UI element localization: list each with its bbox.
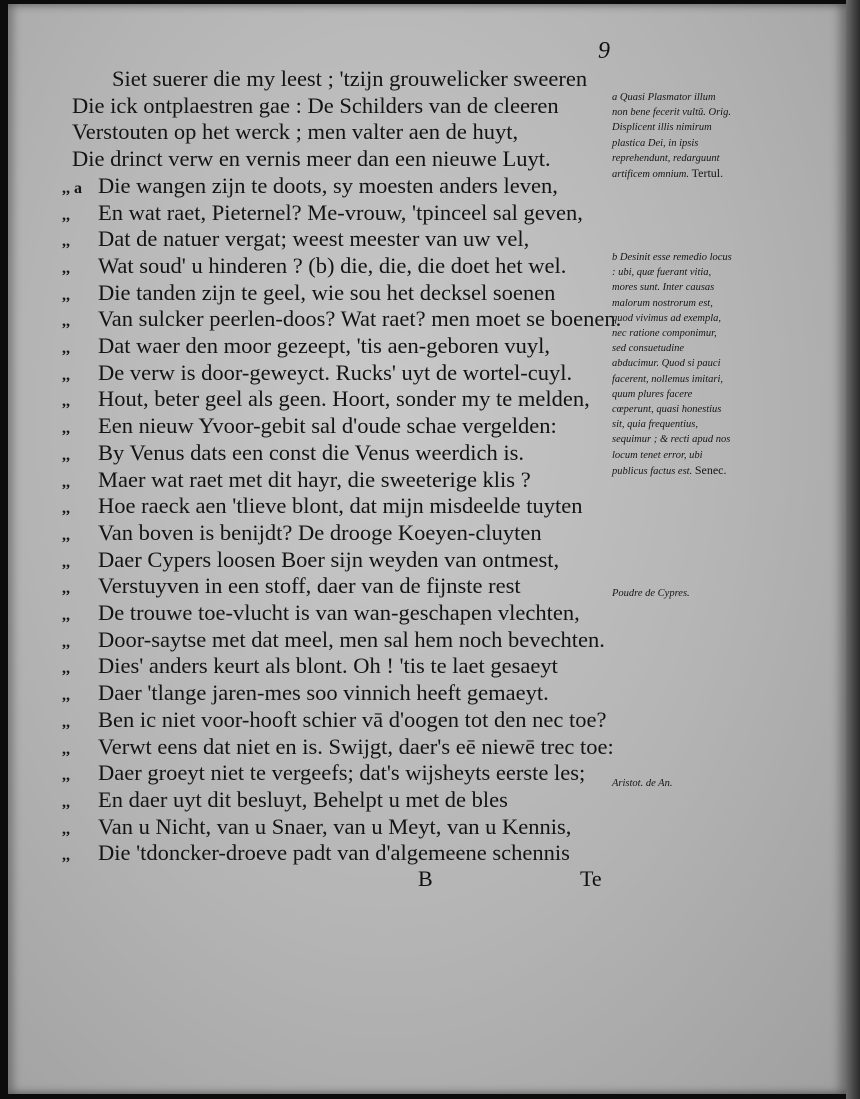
margin-note-a-text: a Quasi Plasmator illum non bene fecerit vultū. Orig. Displicent illis nimirum plastica Dei, in ipsis reprehendunt, redarguunt artificem omnium. <box>612 92 731 181</box>
quote-mark: ,, <box>62 500 70 518</box>
poem-line-text: By Venus dats een const die Venus weerdich is. <box>98 439 524 465</box>
poem-line <box>62 413 557 439</box>
quote-mark: ,, <box>62 793 70 811</box>
poem-line-text: Verwt eens dat niet en is. Swijgt, daer's eē niewē trec toe: <box>98 733 614 759</box>
poem-line <box>62 840 570 866</box>
signature-mark: B <box>418 866 433 891</box>
margin-note-a <box>612 90 732 182</box>
quote-mark: ,, <box>62 366 70 384</box>
poem-line-text: Die wangen zijn te doots, sy moesten anders leven, <box>98 172 558 198</box>
poem-line <box>62 200 583 226</box>
poem-line <box>62 173 558 199</box>
poem-line <box>62 627 605 653</box>
margin-note-cypres: Poudre de Cypres. <box>612 588 690 599</box>
poem-line <box>62 547 559 573</box>
poem-line-text: Hoe raeck aen 'tlieve blont, dat mijn misdeelde tuyten <box>98 493 583 519</box>
quote-mark: ,, <box>62 740 70 758</box>
poem-line-text: Daer Cypers loosen Boer sijn weyden van ontmest, <box>98 546 560 572</box>
poem-line <box>62 734 614 760</box>
poem-line-text: Dat waer den moor gezeept, 'tis aen-geboren vuyl, <box>98 333 550 358</box>
poem-line-text: Van sulcker peerlen-doos? Wat raet? men moet se boenen. <box>98 306 622 332</box>
poem-line-text: Verstuyven in een stoff, daer van de fijnste rest <box>98 573 521 599</box>
quote-mark: ,, <box>62 580 70 598</box>
page-edge <box>846 0 860 1099</box>
quote-mark: ,, <box>62 687 70 705</box>
margin-note-b-author: Senec. <box>694 462 727 477</box>
poem-line <box>72 119 518 145</box>
margin-note-b-text: b Desinit esse remedio locus : ubi, quæ fuerant vitia, mores sunt. Inter causas malorum nostrorum est, quod vivimus ad exempla, nec ratione componimur, sed consuetudine abducimur. Quod si pauci facerent, nollemus imitari, quum plures facere cœperunt, quasi honestius sit, quia frequentius, sequimur ; & recti apud nos locum tenet error, ubi publicus factus est. <box>612 252 732 477</box>
quote-mark: ,, <box>62 393 70 411</box>
poem-line-text: Dat de natuer vergat; weest meester van uw vel, <box>98 226 530 252</box>
quote-mark: ,, <box>62 473 70 491</box>
poem-line <box>62 653 558 679</box>
quote-mark: ,, <box>62 420 70 438</box>
poem-line-text: Van boven is benijdt? De drooge Koeyen-cluyten <box>98 519 542 545</box>
poem-line-text: Siet suerer die my leest ; 'tzijn grouwelicker sweeren <box>112 66 588 91</box>
quote-mark: ,, <box>62 340 70 357</box>
poem-line <box>112 66 587 92</box>
poem-line-text: Van u Nicht, van u Snaer, van u Meyt, van u Kennis, <box>98 813 572 839</box>
poem-line <box>62 493 583 519</box>
quote-mark: ,, <box>62 607 70 624</box>
margin-note-aristot: Aristot. de An. <box>612 778 673 789</box>
quote-mark: ,, <box>62 526 70 544</box>
poem-line-text: Die tanden zijn te geel, wie sou het decksel soenen <box>98 279 556 305</box>
page-number: 9 <box>598 38 610 64</box>
quote-mark: ,, <box>62 553 70 571</box>
poem-line <box>62 467 531 493</box>
poem-line-text: Die 'tdoncker-droeve padt van d'algemeene schennis <box>98 840 570 866</box>
poem-line <box>62 440 524 466</box>
poem-line <box>62 707 606 733</box>
poem-line-text: Die ick ontplaestren gae : De Schilders van de cleeren <box>72 92 559 118</box>
poem-line-text: En wat raet, Pieternel? Me-vrouw, 'tpinceel sal geven, <box>98 199 583 225</box>
poem-line <box>62 360 572 386</box>
poem-line <box>62 253 566 279</box>
poem-line-text: Hout, beter geel als geen. Hoort, sonder my te melden, <box>98 386 590 412</box>
poem-line <box>62 814 571 840</box>
catchword: Te <box>580 866 602 891</box>
poem-line-text: Die drinct verw en vernis meer dan een nieuwe Luyt. <box>72 146 551 172</box>
quote-mark: ,, <box>62 633 70 651</box>
quote-mark: ,, <box>62 847 70 865</box>
quote-mark: ,, <box>62 313 70 331</box>
quote-mark: ,, <box>62 259 70 277</box>
quote-mark: ,, <box>62 446 70 464</box>
quote-mark: ,, <box>62 820 70 838</box>
poem-line-text: En daer uyt dit besluyt, Behelpt u met de bles <box>98 786 508 812</box>
poem-line <box>62 280 555 306</box>
poem-line-text: Daer 'tlange jaren-mes soo vinnich heeft gemaeyt. <box>98 680 549 706</box>
poem-line <box>72 146 551 172</box>
poem-line-text: De verw is door-geweyct. Rucks' uyt de wortel-cuyl. <box>98 359 573 385</box>
quote-mark: ,, a <box>62 179 82 197</box>
poem-line <box>62 573 521 599</box>
poem-line-text: Daer groeyt niet te vergeefs; dat's wijsheyts eerste les; <box>98 760 586 786</box>
poem-line-text: Een nieuw Yvoor-gebit sal d'oude schae vergelden: <box>98 413 557 439</box>
poem-line-text: Verstouten op het werck ; men valter aen de huyt, <box>72 119 519 145</box>
poem-line <box>62 760 585 786</box>
poem-line <box>62 226 529 252</box>
poem-line <box>62 386 590 412</box>
poem-line-text: Door-saytse met dat meel, men sal hem noch bevechten. <box>98 626 605 652</box>
poem-line <box>72 93 559 119</box>
margin-note-b <box>612 250 732 479</box>
quote-mark: ,, <box>62 660 70 678</box>
poem-line <box>62 333 550 359</box>
poem-line-text: Wat soud' u hinderen ? (b) die, die, die doet het wel. <box>98 252 567 278</box>
poem-line <box>62 520 542 546</box>
poem-line-text: Maer wat raet met dit hayr, die sweeterige klis ? <box>98 466 531 492</box>
quote-mark: ,, <box>62 206 70 224</box>
quote-mark: ,, <box>62 233 70 251</box>
poem-line-text: Ben ic niet voor-hooft schier vā d'oogen tot den nec toe? <box>98 706 607 732</box>
poem-line <box>62 787 508 813</box>
poem-line <box>62 306 621 332</box>
quote-mark: ,, <box>62 767 70 785</box>
quote-mark: ,, <box>62 286 70 304</box>
poem-line <box>62 680 549 706</box>
poem-line-text: Dies' anders keurt als blont. Oh ! 'tis te laet gesaeyt <box>98 653 558 679</box>
quote-mark: ,, <box>62 713 70 731</box>
poem-line-text: De trouwe toe-vlucht is van wan-geschapen vlechten, <box>98 600 580 625</box>
margin-note-a-author: Tertul. <box>691 166 724 181</box>
poem-line <box>62 600 580 626</box>
